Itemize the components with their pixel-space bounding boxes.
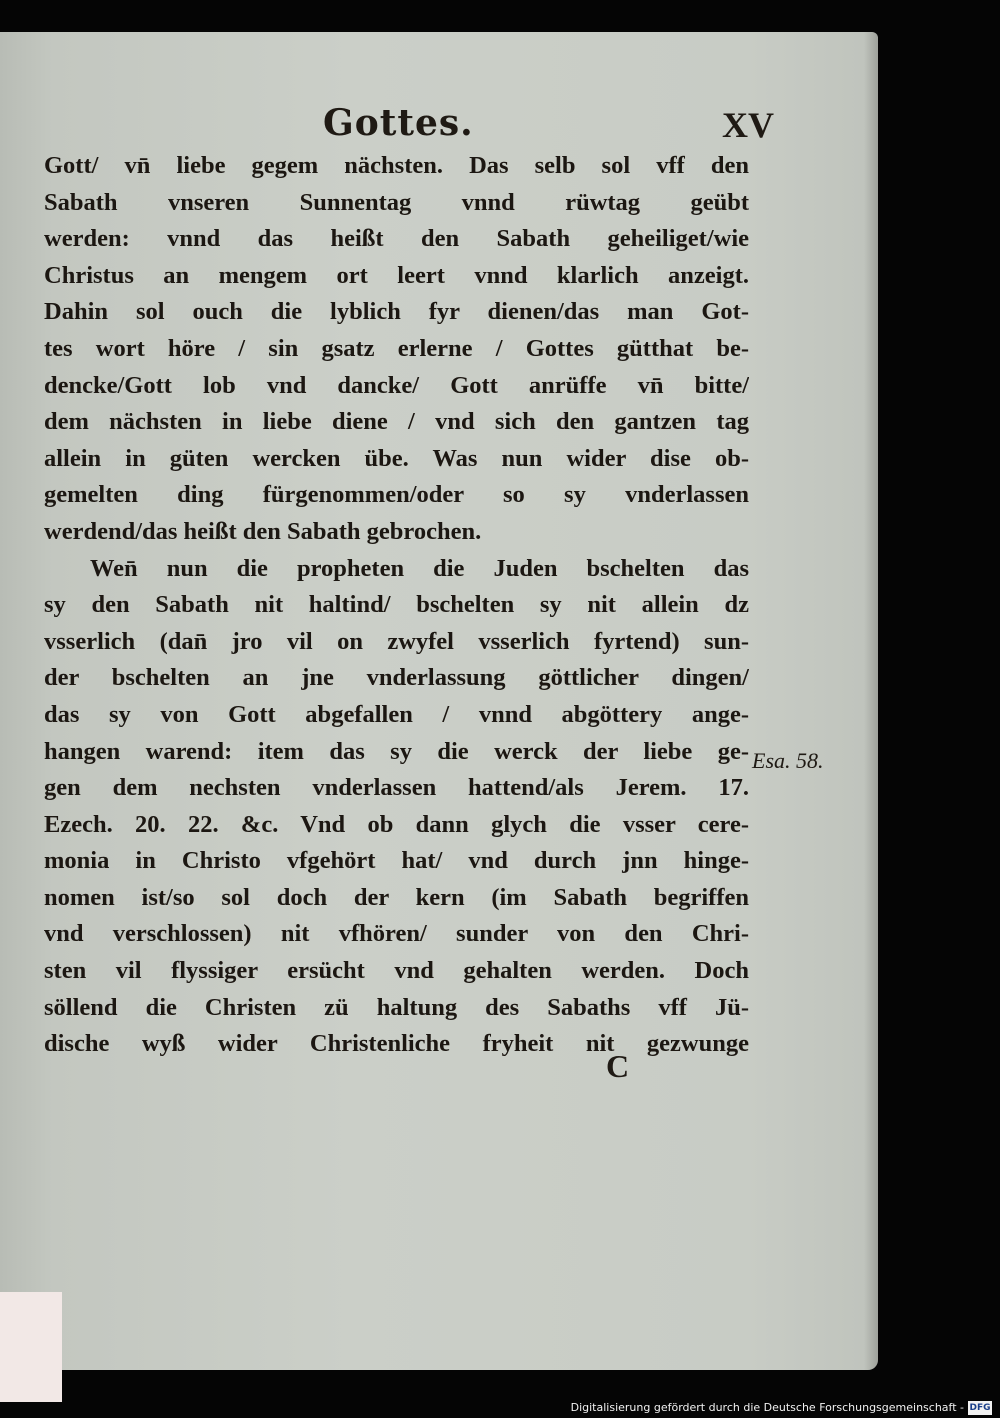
text-line: monia in Christo vfgehört hat/ vnd durch jnn hinge- [44,847,749,875]
text-line: Wen̄ nun die propheten die Juden bschelten das [90,554,749,582]
text-line: dencke/Gott lob vnd dancke/ Gott anrüffe vn̄ bitte/ [44,371,749,399]
text-line: Christus an mengem ort leert vnnd klarlich anzeigt. [44,261,749,289]
text-line: Gott/ vn̄ liebe gegem nächsten. Das selb sol vff den [44,152,749,179]
body-text [44,148,749,1063]
footer-credit: Digitalisierung gefördert durch die Deutsche Forschungsgemeinschaft - [570,1401,964,1414]
text-line: hangen warend: item das sy die werck der liebe ge- [44,737,749,765]
text-line: dem nächsten in liebe diene / vnd sich den gantzen tag [44,408,749,436]
text-line: tes wort höre / sin gsatz erlerne / Gottes gütthat be- [44,334,749,362]
text-line: vnd verschlossen) nit vfhören/ sunder von den Chri- [44,920,749,948]
text-line: söllend die Christen zü haltung des Sabaths vff Jü- [44,993,749,1021]
text-line: gen dem nechsten vnderlassen hattend/als Jerem. 17. [44,774,749,802]
text-line: vsserlich (dan̄ jro vil on zwyfel vsserlich fyrtend) sun- [44,627,749,655]
text-line: Sabath vnseren Sunnentag vnnd rüwtag geübt [44,188,749,216]
text-line: werden: vnnd das heißt den Sabath geheiliget/wie [44,225,749,253]
text-line: sy den Sabath nit haltind/ bschelten sy nit allein dz [44,591,749,619]
text-line: Dahin sol ouch die lyblich fyr dienen/das man Got- [44,298,749,326]
dfg-logo: DFG [969,1403,991,1413]
text-line: der bschelten an jne vnderlassung göttlicher dingen/ [44,664,749,692]
text-line: nomen ist/so sol doch der kern (im Sabath begriffen [44,883,749,911]
text-line: sten vil flyssiger ersücht vnd gehalten werden. Doch [44,957,749,985]
page-corner-patch [0,1292,62,1402]
margin-note: Esa. 58. [752,748,824,773]
signature-mark: C [606,1048,630,1084]
text-line: dische wyß wider Christenliche fryheit nit gezwunge [44,1030,749,1058]
text-line: Ezech. 20. 22. &c. Vnd ob dann glych die vsser cere- [44,810,749,838]
text-line: gemelten ding fürgenommen/oder so sy vnderlassen [44,481,749,509]
running-head: Gottes. [323,102,474,144]
text-line: das sy von Gott abgefallen / vnnd abgöttery ange- [44,700,749,728]
text-line: allein in güten wercken übe. Was nun wider dise ob- [44,444,749,472]
text-line: werdend/das heißt den Sabath gebrochen. [44,517,482,545]
folio-number: XV [722,105,774,145]
